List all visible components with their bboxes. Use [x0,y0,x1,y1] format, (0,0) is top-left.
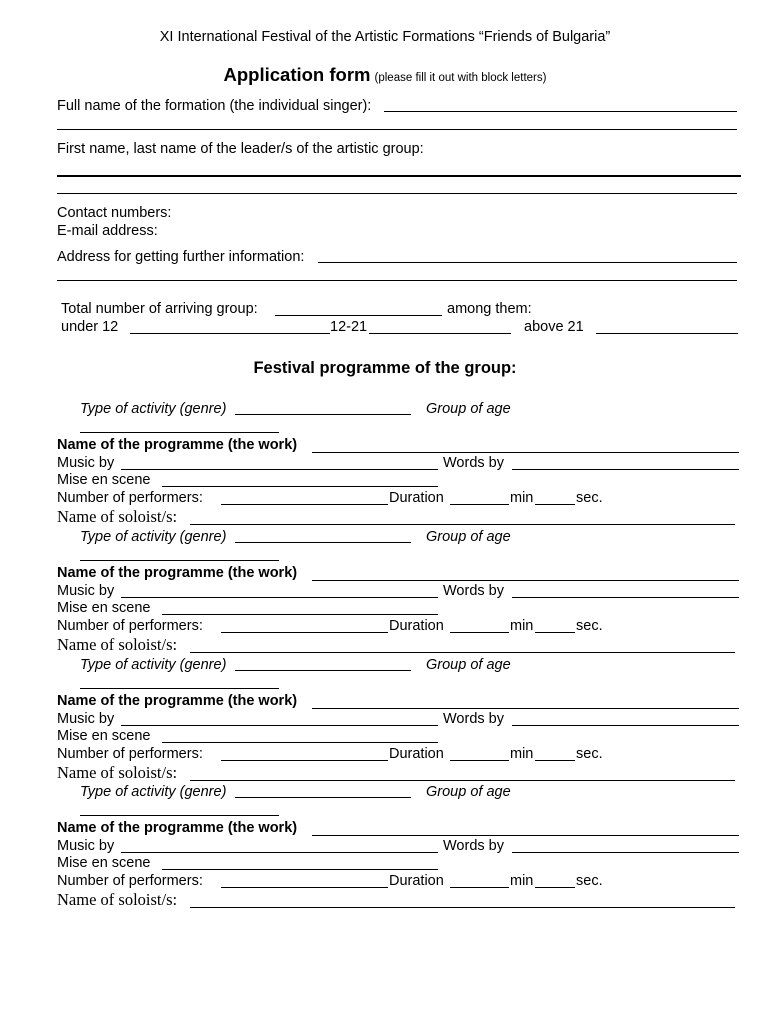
sec-label: sec. [576,490,603,506]
total-label: Total number of arriving group: [61,301,258,317]
music-by-field[interactable] [121,597,438,598]
words-by-label: Words by [443,583,504,599]
performers-field[interactable] [221,887,388,888]
duration-sec-field[interactable] [535,504,575,505]
duration-sec-field[interactable] [535,760,575,761]
full-name-field[interactable] [384,111,737,112]
words-by-field[interactable] [512,852,739,853]
sec-label: sec. [576,746,603,762]
duration-min-field[interactable] [450,760,509,761]
contact-numbers-label: Contact numbers: [57,205,172,221]
music-by-label: Music by [57,455,115,471]
programme-name-label: Name of the programme (the work) [57,693,298,709]
programme-name-field[interactable] [312,580,739,581]
programme-name-label: Name of the programme (the work) [57,820,298,836]
address-field[interactable] [318,262,737,263]
programme-name-field[interactable] [312,835,739,836]
performers-field[interactable] [221,632,388,633]
soloist-field[interactable] [190,907,735,908]
duration-sec-field[interactable] [535,632,575,633]
words-by-label: Words by [443,711,504,727]
group-of-age-label: Group of age [426,784,511,800]
address-label: Address for getting further information: [57,249,305,265]
mise-en-scene-label: Mise en scene [57,728,151,744]
min-label: min [510,618,534,634]
sec-label: sec. [576,618,603,634]
min-label: min [510,873,534,889]
programme-name-field[interactable] [312,708,739,709]
total-field[interactable] [275,315,442,316]
group-of-age-label: Group of age [426,401,511,417]
performers-field[interactable] [221,504,388,505]
duration-sec-field[interactable] [535,887,575,888]
mise-en-scene-label: Mise en scene [57,855,151,871]
type-of-activity-field[interactable] [235,797,411,798]
performers-label: Number of performers: [57,490,203,506]
words-by-field[interactable] [512,725,739,726]
music-by-field[interactable] [121,725,438,726]
group-of-age-label: Group of age [426,529,511,545]
mise-en-scene-label: Mise en scene [57,600,151,616]
duration-min-field[interactable] [450,632,509,633]
words-by-field[interactable] [512,469,739,470]
duration-min-field[interactable] [450,887,509,888]
group-of-age-field[interactable] [80,560,279,561]
type-of-activity-field[interactable] [235,542,411,543]
soloist-label: Name of soloist/s: [57,763,178,782]
range-12-21-field[interactable] [369,333,511,334]
group-of-age-field[interactable] [80,815,279,816]
email-label: E-mail address: [57,223,158,239]
type-of-activity-label: Type of activity (genre) [80,784,227,800]
festival-title: XI International Festival of the Artistic Formations “Friends of Bulgaria” [159,29,611,45]
duration-label: Duration [389,746,444,762]
soloist-label: Name of soloist/s: [57,635,178,654]
under12-field[interactable] [130,333,330,334]
leader-field[interactable] [57,175,741,177]
form-title-note: (please fill it out with block letters) [374,72,547,84]
music-by-label: Music by [57,711,115,727]
programme-name-label: Name of the programme (the work) [57,565,298,581]
performers-label: Number of performers: [57,618,203,634]
soloist-label: Name of soloist/s: [57,890,178,909]
group-of-age-field[interactable] [80,432,279,433]
duration-label: Duration [389,618,444,634]
mise-en-scene-field[interactable] [162,869,438,870]
performers-field[interactable] [221,760,388,761]
duration-min-field[interactable] [450,504,509,505]
leader-field-line-2[interactable] [57,193,737,194]
music-by-field[interactable] [121,852,438,853]
above21-label: above 21 [524,319,584,335]
type-of-activity-field[interactable] [235,670,411,671]
words-by-label: Words by [443,455,504,471]
mise-en-scene-field[interactable] [162,614,438,615]
min-label: min [510,746,534,762]
under12-label: under 12 [61,319,119,335]
address-field-line-2[interactable] [57,280,737,281]
soloist-field[interactable] [190,780,735,781]
programme-name-field[interactable] [312,452,739,453]
group-of-age-field[interactable] [80,688,279,689]
duration-label: Duration [389,873,444,889]
duration-label: Duration [389,490,444,506]
type-of-activity-field[interactable] [235,414,411,415]
leader-label: First name, last name of the leader/s of the artistic group: [57,141,424,157]
performers-label: Number of performers: [57,873,203,889]
mise-en-scene-field[interactable] [162,742,438,743]
type-of-activity-label: Type of activity (genre) [80,529,227,545]
full-name-field-line-2[interactable] [57,129,737,130]
words-by-field[interactable] [512,597,739,598]
type-of-activity-label: Type of activity (genre) [80,657,227,673]
soloist-label: Name of soloist/s: [57,507,178,526]
above21-field[interactable] [596,333,738,334]
group-of-age-label: Group of age [426,657,511,673]
words-by-label: Words by [443,838,504,854]
form-title [0,64,770,89]
soloist-field[interactable] [190,652,735,653]
range-12-21-label: 12-21 [330,319,368,335]
music-by-label: Music by [57,583,115,599]
soloist-field[interactable] [190,524,735,525]
min-label: min [510,490,534,506]
full-name-label: Full name of the formation (the individual singer): [57,98,372,114]
form-title-text: Application form [223,64,371,85]
type-of-activity-label: Type of activity (genre) [80,401,227,417]
form-title-note-text: please fill it out with block letters [378,72,543,84]
programme-heading: Festival programme of the group: [253,359,517,377]
music-by-label: Music by [57,838,115,854]
among-label: among them: [447,301,532,317]
mise-en-scene-field[interactable] [162,486,438,487]
performers-label: Number of performers: [57,746,203,762]
sec-label: sec. [576,873,603,889]
programme-name-label: Name of the programme (the work) [57,437,298,453]
music-by-field[interactable] [121,469,438,470]
mise-en-scene-label: Mise en scene [57,472,151,488]
